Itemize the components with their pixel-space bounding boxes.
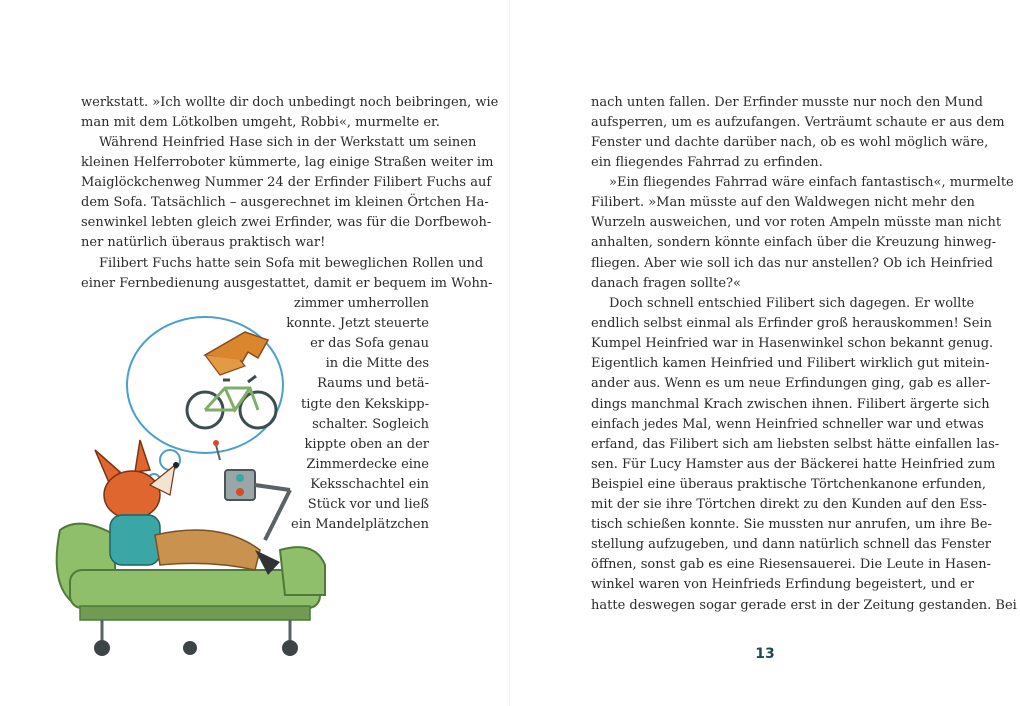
left-line: kippte oben an der bbox=[304, 437, 429, 452]
left-line: Raums und betä- bbox=[317, 376, 429, 391]
left-line: konnte. Jetzt steuerte bbox=[286, 316, 429, 331]
right-line: tisch schießen konnte. Sie mussten nur anrufen, um ihre Be- bbox=[591, 517, 992, 532]
right-line: fliegen. Aber wie soll ich das nur anstellen? Ob ich Heinfried bbox=[591, 256, 993, 271]
left-line: man mit dem Lötkolben umgeht, Robbi«, murmelte er. bbox=[81, 115, 440, 130]
right-line: einfach jedes Mal, wenn Heinfried schneller war und etwas bbox=[591, 417, 984, 432]
right-line: Beispiel eine überaus praktische Törtchenkanone erfunden, bbox=[591, 477, 986, 492]
left-line: ner natürlich überaus praktisch war! bbox=[81, 235, 326, 250]
right-line: anhalten, sondern könnte einfach über die Kreuzung hinweg- bbox=[591, 235, 997, 250]
left-line: zimmer umherrollen bbox=[293, 296, 429, 311]
left-line: einer Fernbedienung ausgestattet, damit er bequem im Wohn- bbox=[81, 276, 493, 291]
left-line: schalter. Sogleich bbox=[312, 417, 429, 432]
remote-control-icon bbox=[213, 440, 290, 540]
right-line: dings manchmal Krach zwischen ihnen. Filibert ärgerte sich bbox=[591, 397, 990, 412]
left-line: in die Mitte des bbox=[325, 356, 429, 371]
left-line: Maiglöckchenweg Nummer 24 der Erfinder Filibert Fuchs auf bbox=[81, 175, 492, 190]
right-line: ander aus. Wenn es um neue Erfindungen ging, gab es aller- bbox=[591, 376, 991, 391]
right-line: hatte deswegen sogar gerade erst in der Zeitung gestanden. Bei bbox=[591, 598, 1017, 613]
right-line: »Ein fliegendes Fahrrad wäre einfach fantastisch«, murmelte bbox=[609, 175, 1014, 190]
right-line: nach unten fallen. Der Erfinder musste nur noch den Mund bbox=[591, 95, 983, 110]
right-line: Filibert. »Man müsste auf den Waldwegen nicht mehr den bbox=[591, 195, 975, 210]
right-line: öffnen, sonst gab es eine Riesensauerei. Die Leute in Hasen- bbox=[591, 557, 991, 572]
right-line: sen. Für Lucy Hamster aus der Bäckerei hatte Heinfried zum bbox=[591, 457, 996, 472]
right-line: endlich selbst einmal als Erfinder groß herauskommen! Sein bbox=[591, 316, 992, 331]
left-line: werkstatt. »Ich wollte dir doch unbedingt noch beibringen, wie bbox=[81, 95, 499, 110]
left-line: Während Heinfried Hase sich in der Werkstatt um seinen bbox=[99, 135, 477, 150]
right-line: mit der sie ihre Törtchen direkt zu den Kunden auf den Ess- bbox=[591, 497, 987, 512]
left-line: Keksschachtel ein bbox=[310, 477, 429, 492]
left-line: Filibert Fuchs hatte sein Sofa mit beweglichen Rollen und bbox=[99, 256, 484, 271]
right-line: aufsperren, um es aufzufangen. Verträumt schaute er aus dem bbox=[591, 115, 1005, 130]
right-line: ein fliegendes Fahrrad zu erfinden. bbox=[591, 155, 823, 170]
left-line: senwinkel lebten gleich zwei Erfinder, was für die Dorfbewoh- bbox=[81, 215, 492, 230]
right-line: danach fragen sollte?« bbox=[591, 276, 741, 291]
right-line: Doch schnell entschied Filibert sich dagegen. Er wollte bbox=[609, 296, 975, 311]
left-line: kleinen Helferroboter kümmerte, lag einige Straßen weiter im bbox=[81, 155, 494, 170]
right-line: Kumpel Heinfried war in Hasenwinkel schon bekannt genug. bbox=[591, 336, 994, 351]
left-line: ein Mandelplätzchen bbox=[291, 517, 429, 532]
page-gutter bbox=[509, 0, 510, 706]
page-number: 13 bbox=[755, 646, 775, 662]
left-line: er das Sofa genau bbox=[310, 336, 429, 351]
fox-icon bbox=[95, 440, 280, 575]
left-line: dem Sofa. Tatsächlich – ausgerechnet im kleinen Örtchen Ha- bbox=[81, 195, 489, 210]
fox-sofa-illustration bbox=[40, 300, 340, 680]
left-line: tigte den Kekskipp- bbox=[301, 397, 429, 412]
left-line: Stück vor und ließ bbox=[307, 497, 429, 512]
right-line: Eigentlich kamen Heinfried und Filibert wirklich gut mitein- bbox=[591, 356, 990, 371]
right-line: winkel waren von Heinfrieds Erfindung begeistert, und er bbox=[591, 577, 974, 592]
right-line: erfand, das Filibert sich am liebsten selbst hätte einfallen las- bbox=[591, 437, 1000, 452]
right-line: Fenster und dachte darüber nach, ob es wohl möglich wäre, bbox=[591, 135, 989, 150]
right-line: Wurzeln ausweichen, und vor roten Ampeln müsste man nicht bbox=[591, 215, 1002, 230]
right-line: stellung aufzugeben, und dann natürlich schnell das Fenster bbox=[591, 537, 992, 552]
left-line: Zimmerdecke eine bbox=[306, 457, 429, 472]
